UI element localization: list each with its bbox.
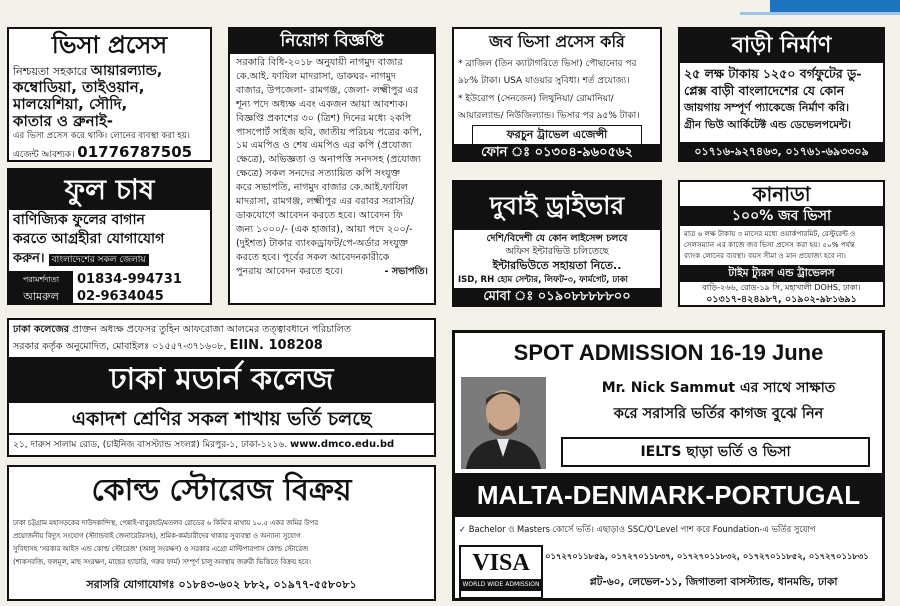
person-silhouette-icon xyxy=(461,377,546,469)
address: প্লট-৬০, লেভেল-১১, জিগাতলা বাসস্ট্যান্ড, ধানমন্ডি, ঢাকা xyxy=(589,576,838,588)
ad-line: মাত্র ৬ লক্ষ টাকায় ৩ মাসের মধ্যে ওয়ার্কপারমিট, রেস্টুরেন্ট ও xyxy=(684,229,856,238)
ad-subtitle: ১০০% জব ভিসা xyxy=(680,206,883,226)
ad-line: করুন। বাংলাদেশের সকল জেলায় xyxy=(9,250,210,269)
ad-title: দুবাই ড্রাইভার xyxy=(454,182,660,230)
ad-line: (শাকসবজি, ফলমূল, মাছ সংরক্ষণ, মাছের হ্যাচারি, গরুর ফার্ম) সম্পূর্ণ চালু অবস্থায় জরুরী ভিত্তিতে বিক্রয় হবে। xyxy=(13,558,311,566)
ad-line: এর ভিসা প্রসেস করে থাকি। লোনের ব্যবস্থা করা হয়। xyxy=(13,131,190,141)
body-line: করে সভাপতি, নাগমুদ বাজার কে.আই.ফাযিল xyxy=(236,182,408,194)
college-address: ২১, দারুস সালাম রোড, (চাইনিজ বাসস্ট্যান্ড সংলগ্ন) মিরপুর-১, ঢাকা-১২১৬. www.dmco.edu.bd xyxy=(13,439,395,450)
ad-line: * ইউরোপ (সেনজেন) লিথুনিয়া/ রোমানিয়া/ xyxy=(458,94,614,104)
ad-line: নিশ্চয়তা সহকারে আয়ারল্যান্ড, xyxy=(13,63,163,79)
last-line: পুনরায় আবেদন করতে হবে। xyxy=(236,265,343,277)
contact-line: সরাসরি যোগাযোগঃ ০১৮৪৩-৬০২ ৮৮২, ০১৯৭৭-৫৫৮০৮১ xyxy=(86,578,357,591)
visa-logo xyxy=(459,545,543,599)
ad-line: অফিস ইন্টারভিউ চলিতেছে xyxy=(505,246,609,257)
house-construction-ad xyxy=(678,27,885,162)
ad-line: ২৫ লক্ষ টাকায় ১২৫০ বর্গফুটের ডু- xyxy=(684,66,862,81)
dhaka-modern-college-ad xyxy=(7,318,436,457)
ad-line: প্রয়োজনীয় বিদ্যুৎ সংযোগ (স্ট্যান্ডবাই জেনারেটরসহ), শ্রমিক-কর্মচারীদের থাকার সুব্যবস্থা ও অন্যান্য সুযোগ xyxy=(13,532,301,540)
agency-name: টাইম ট্যুরস এন্ড ট্রাভেলস xyxy=(680,265,883,282)
phone-number: ফোন ঃ ০১৩০৪-৯৬০৫৬২ xyxy=(454,144,660,162)
ad-line: বাণিজ্যিক ফুলের বাগান xyxy=(13,212,145,228)
admission-notice: একাদশ শ্রেণির সকল শাখায় ভর্তি চলছে xyxy=(9,405,434,435)
top-accent-bar-light xyxy=(740,12,900,15)
ad-title: কানাডা xyxy=(752,182,811,206)
body-line: ১ম এমপিও ও শেষ এমপিও এর কপি (প্রযোজ্য xyxy=(236,140,412,152)
ad-title: নিয়োগ বিজ্ঞপ্তি xyxy=(230,29,434,54)
countries-banner: MALTA-DENMARK-PORTUGAL xyxy=(455,473,882,517)
ad-line: প্লেক্স বাড়ী বাংলাদেশের যে কোন xyxy=(684,83,845,98)
ad-line: ঢাকা চট্টগ্রাম মহাসড়কের দাউদকান্দিস্থ, পেন্নাই-বাবুরহাট/মতলব রোডের ৬ কিমি'র মাথায় ১০.৫ একর জমির উপর xyxy=(13,519,318,527)
phone-number: মোবা ঃ ০১৯০৮৮৮৮৮০০ xyxy=(454,288,660,306)
body-line: বিজ্ঞপ্তি প্রকাশের ৩০ (ত্রিশ) দিনের মধ্যে ২কপি xyxy=(236,112,412,124)
presenter-photo xyxy=(461,377,546,469)
agency-name: ফরচুন ট্রাভেল এজেন্সী xyxy=(472,125,642,145)
ad-title: ভিসা প্রসেস xyxy=(51,31,168,59)
ad-line: সেলসম্যান এর কাজে জব ভিসা প্রসেস করা হয়। ৫০% পর্যন্ত xyxy=(684,240,855,249)
website-link[interactable]: www.dmco.edu.bd xyxy=(289,439,395,450)
ad-line: ব্যাংক লোনের ব্যবস্থা। বয়স সীমা ও মান প্রযোজ্য হবে না। xyxy=(684,251,846,260)
job-visa-ad xyxy=(452,27,662,162)
phone-numbers: ০১৭২৭০১১৮৫৯, ০১৭২৭০১১৮৩৭, ০১৭২৭০১১৮৩২, ০১৭২৭০১১৮৫২, ০১৭২৭০১১৮৩১ xyxy=(545,551,869,561)
body-line xyxy=(236,265,428,279)
ad-phone-row xyxy=(9,143,210,162)
ad-title: ফুল চাষ xyxy=(9,170,210,210)
top-accent-bar xyxy=(770,0,900,12)
dubai-driver-ad xyxy=(452,180,662,307)
signature: - সভাপতি। xyxy=(384,265,428,277)
body-line: সরকারি বিধি-২০১৮ অনুযায়ী নাগমুদ বাজার xyxy=(236,57,403,68)
logo-text: VISA xyxy=(472,550,530,576)
eiin-number: EIIN. 108208 xyxy=(229,338,323,353)
ad-line: কাতার ও ব্রুনাই- xyxy=(13,112,113,130)
phone-number: 02-9634045 xyxy=(77,289,164,304)
phone-number: 01776787505 xyxy=(77,143,193,161)
agency-address: বাড়ি-২৬৬, রোড-১৯ সি, মহাখালী DOHS, ঢাকা। xyxy=(702,283,861,292)
agent-label: এজেন্ট আবশ্যক। xyxy=(13,150,75,160)
body-line: করতে হবে। পূর্বের সকল আবেদনকারীকে xyxy=(236,251,390,263)
ad-line: সরকার কর্তৃক অনুমোদিত, মোবাইলঃ ০১৫৫৭-৩৭১৬০৮, EIIN. 108208 xyxy=(13,338,323,353)
spot-admission-ad xyxy=(452,330,885,601)
college-name: ঢাকা মডার্ন কলেজ xyxy=(9,357,434,403)
flower-farming-ad xyxy=(7,168,212,305)
ielts-banner: IELTS ছাড়া ভর্তি ও ভিসা xyxy=(561,437,870,467)
course-info: ✓ Bachelor ও Masters কোর্সে ভর্তি। এছাড়াও SSC/O'Level পাশ করে Foundation-এ ভর্তির সুযোগ xyxy=(459,524,816,534)
body-line: পাসপোর্ট সাইজ ছবি, জাতীয় পরিচয় পত্রের কপি, xyxy=(236,126,422,138)
phone-numbers: ০১৩১৭-৪২৪৯৮৭, ০১৯০২-৯৮১৬৯১ xyxy=(706,294,857,305)
consultant-label: পরামর্শদাতা xyxy=(9,271,73,288)
graduation-icon: ✓ xyxy=(459,524,467,534)
ad-line: দেশি/বিদেশী যে কোন লাইসেন্স চলবে xyxy=(486,233,628,244)
visa-process-ad xyxy=(7,27,212,162)
recruitment-notice-ad xyxy=(228,27,436,305)
ad-title: বাড়ী নির্মাণ xyxy=(680,29,883,63)
body-line: ক্ষেত্রে), অভিজ্ঞতা ও অনাপত্তি সনদসহ (প্রযোজ্য xyxy=(236,154,421,166)
ad-line: ইন্টারভিউতে সহায়তা নিতে.. xyxy=(492,259,622,272)
ad-line: ঢাকা কলেজের প্রাক্তন অধ্যক্ষ প্রফেসর তুহিন আফরোজা আলমের তত্ত্বাবধানে পরিচালিত xyxy=(13,324,352,335)
canada-visa-ad xyxy=(678,180,885,307)
districts-badge: বাংলাদেশের সকল জেলায় xyxy=(49,254,149,266)
contact-name: আমরুল xyxy=(9,288,73,305)
ad-title: কোল্ড স্টোরেজ বিক্রয় xyxy=(91,473,352,508)
ad-line: সুবিধাসহ 'সরকার আইস এন্ড কোল্ড স্টোরেজ' (আলু সংরক্ষণ) ও সরকার এগ্রো মাল্টিপারপাস কোল্ড স্টোরেজ xyxy=(13,545,309,553)
body-line: কে.আই. ফাযিল মাদরাসা, ডাকঘর- নাগমুদ xyxy=(236,70,397,82)
ad-title: SPOT ADMISSION 16-19 June xyxy=(513,340,824,365)
ad-line: ৯৮% টাকা। USA যাওয়ার সুবিধা। শর্ত প্রযোজ্য। xyxy=(458,76,630,86)
body-line: ক্ষেত্রে) সকল সনদের সত্যায়িত কপি সংযুক্ত xyxy=(236,168,400,180)
ad-line: করে সরাসরি ভর্তির কাগজ বুঝে নিন xyxy=(613,406,824,422)
ad-line: আয়ারল্যান্ড/ নিউজিল্যান্ড। ভিসার পর ৯৫% টাকা। xyxy=(458,111,640,121)
notice-body xyxy=(236,56,428,279)
body-line: শূন্য পদে অধ্যক্ষ এবং একজন আয়া আবশ্যক। xyxy=(236,98,408,110)
body-line: বাজার, উপজেলা- রামগঞ্জ, জেলা- লক্ষ্মীপুর এর xyxy=(236,84,419,96)
body-line: ডাকযোগে আবেদন করতে হবে। আবেদন ফি xyxy=(236,209,403,221)
ad-line: জায়গায় সম্পূর্ণ প্যাকেজে নির্মাণ করি। xyxy=(684,101,850,114)
ad-line: করতে আগ্রহীরা যোগাযোগ xyxy=(13,231,165,247)
ad-line: গ্রীন ভিউ আর্কিটেক্ট এন্ড ডেভেলপমেন্ট। xyxy=(684,119,852,131)
ad-line: কম্বোডিয়া, তাইওয়ান, xyxy=(13,78,145,96)
cold-storage-sale-ad xyxy=(7,465,436,601)
ad-line: Mr. Nick Sammut এর সাথে সাক্ষাত xyxy=(601,380,836,396)
body-line: (দুইশত) টাকার ব্যাংকড্রাফট/পে-অর্ডার সংযুক্ত xyxy=(236,237,408,249)
logo-subtext: WORLD WIDE ADMISSION xyxy=(461,579,541,591)
ad-line: মালয়েশিয়া, সৌদি, xyxy=(13,95,128,113)
ad-title: জব ভিসা প্রসেস করি xyxy=(489,32,625,51)
phone-number: 01834-994731 xyxy=(77,272,182,287)
body-line: জন্য ১০০০/- (এক হাজার), আয়া পদে ২০০/- xyxy=(236,223,413,235)
contact-row xyxy=(9,288,210,305)
ad-line: * ব্রাজিল (তিন ক্যাটাগরিতে ভিসা) পৌছানোর পর xyxy=(458,59,637,69)
ad-line: ISD, RH হোম সেন্টার, লিফট-৩, ফার্মগেট, ঢাকা xyxy=(458,275,629,285)
contact-row xyxy=(9,271,210,288)
body-line: মাদরাসা, রামগঞ্জ, লক্ষ্মীপুর এর বরাবর সরাসরি/ xyxy=(236,196,415,208)
phone-numbers: ০১৭১৬-৯২৭৪৬৩, ০১৭৬১-৬৯৩৩০৯ xyxy=(680,142,883,162)
